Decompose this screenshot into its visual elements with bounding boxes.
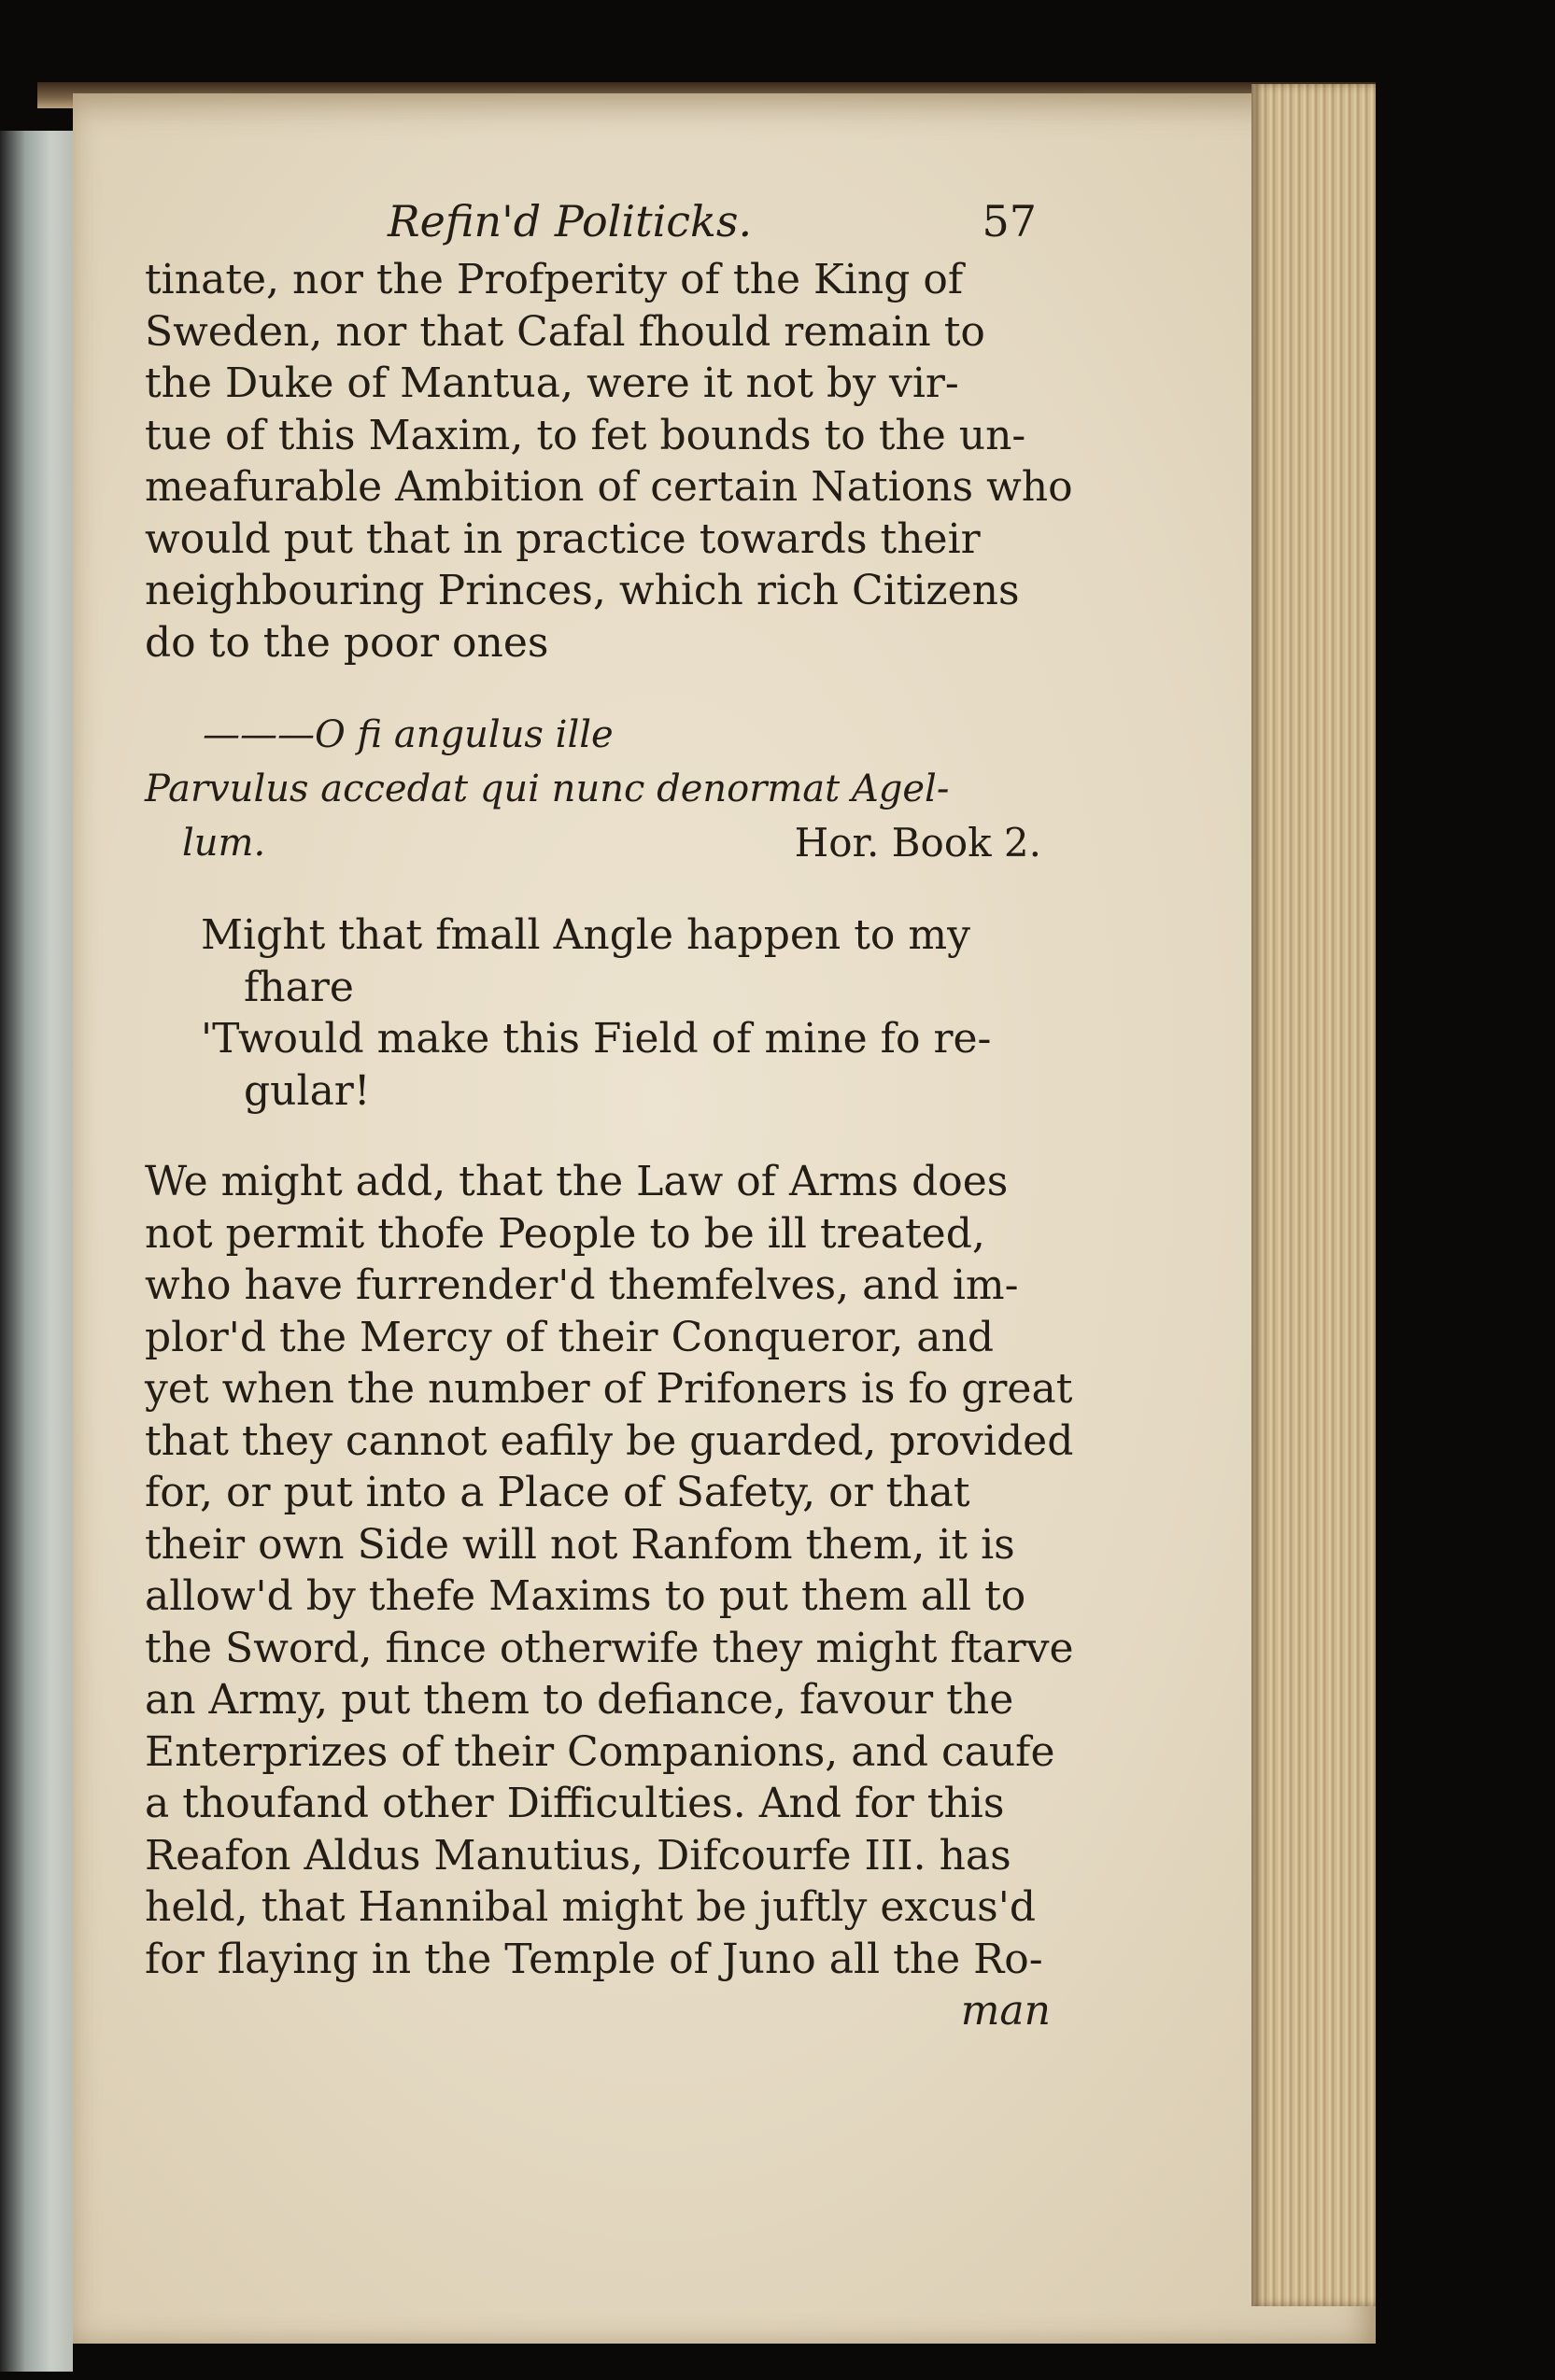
text-line: not permit thofe People to be ill treated, [145, 1209, 985, 1258]
text-line: allow'd by thefe Maxims to put them all to [145, 1572, 1026, 1620]
text-line: Enterprizes of their Companions, and caufe [145, 1727, 1055, 1776]
text-line: the Duke of Mantua, were it not by vir- [145, 359, 959, 407]
text-line: for flaying in the Temple of Juno all the Ro- [145, 1935, 1043, 1983]
book-cover-edge [1376, 0, 1555, 2380]
quote-reference: Hor. Book 2. [794, 820, 1041, 866]
text-line: tinate, nor the Profperity of the King of [145, 256, 964, 303]
text-line: tue of this Maxim, to fet bounds to the un- [145, 411, 1026, 459]
text-line: an Army, put them to defiance, favour the [145, 1676, 1014, 1724]
text-line: the Sword, fince otherwife they might ftarve [145, 1624, 1074, 1672]
page-stack-edge [1251, 84, 1378, 2306]
text-line: that they cannot eafily be guarded, provided [145, 1416, 1074, 1465]
page-number: 57 [982, 196, 1037, 246]
paragraph-1 [145, 254, 1073, 669]
running-head [145, 196, 1051, 254]
text-line: We might add, that the Law of Arms does [145, 1158, 1009, 1205]
quote-line: Parvulus accedat qui nunc denormat Agel- [145, 768, 950, 810]
verse-line: 'Twould make this Field of mine fo re- [201, 1015, 992, 1063]
book-spine-shadow [0, 131, 73, 2372]
text-line: do to the poor ones [145, 618, 549, 667]
verse-line: Might that fmall Angle happen to my [201, 911, 970, 959]
text-line: held, that Hannibal might be juftly excus'd [145, 1883, 1037, 1931]
text-line: Sweden, nor that Cafal fhould remain to [145, 307, 985, 356]
paragraph-2 [145, 1156, 1074, 2037]
verse-translation [145, 909, 1041, 1117]
quote-line: ———O fi angulus ille [203, 713, 614, 756]
catchword: man [960, 1987, 1051, 2035]
verse-line: fhare [244, 963, 354, 1011]
running-title: Refin'd Politicks. [388, 196, 753, 246]
text-line: Reafon Aldus Manutius, Difcourfe III. has [145, 1831, 1011, 1880]
text-line: meafurable Ambition of certain Nations who [145, 463, 1073, 511]
text-line: neighbouring Princes, which rich Citizens [145, 567, 1020, 614]
verse-line: gular! [244, 1066, 371, 1115]
page-text [145, 196, 1074, 2037]
text-line: their own Side will not Ranfom them, it is [145, 1520, 1015, 1569]
text-line: who have furrender'd themfelves, and im- [145, 1261, 1019, 1309]
text-line: a thoufand other Difficulties. And for this [145, 1780, 1005, 1827]
latin-quote [145, 708, 1051, 870]
text-line: for, or put into a Place of Safety, or that [145, 1469, 970, 1516]
quote-line: lum. [182, 822, 266, 865]
text-line: plor'd the Mercy of their Conqueror, and [145, 1313, 995, 1361]
text-line: yet when the number of Prifoners is fo great [145, 1365, 1073, 1413]
text-line: would put that in practice towards their [145, 514, 981, 563]
